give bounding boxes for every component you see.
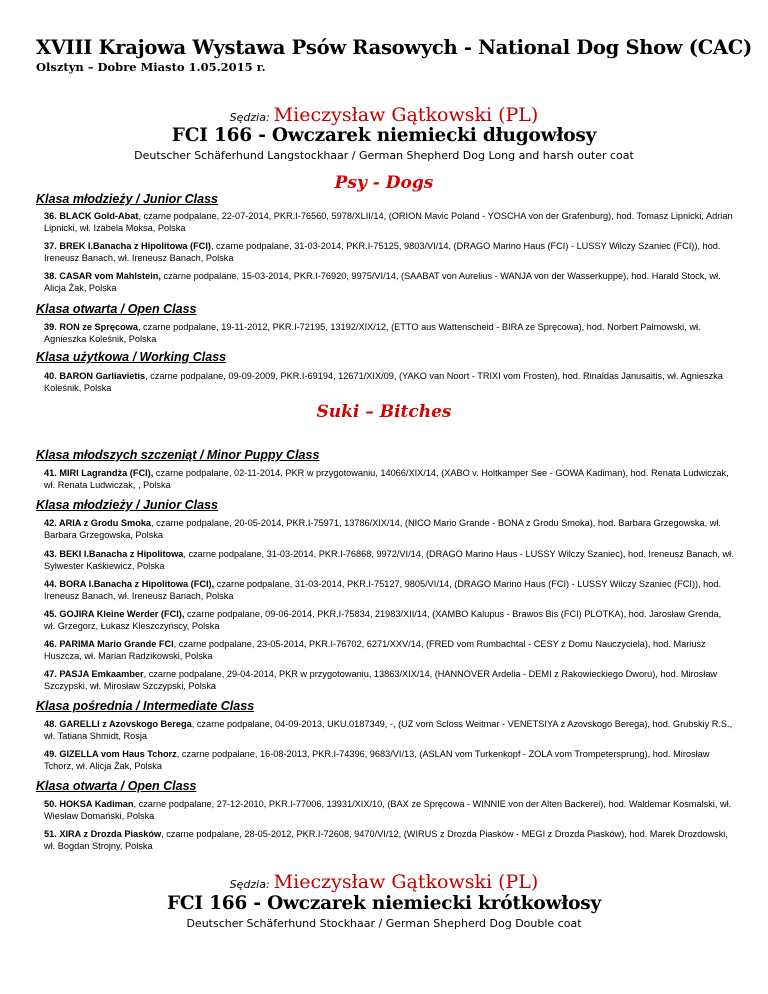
entry-details: , czarne podpalane, 16-08-2013, PKR.I-74396, 9683/VI/13, (ASLAN vom Turkenkopf - ZOLA vom Trompetersprung), hod. Mirosław Tchorz, wł. Alicja Żak, Polska: [44, 749, 710, 771]
class-heading: Klasa użytkowa / Working Class: [36, 350, 227, 364]
entry: [44, 718, 734, 742]
entry: [44, 270, 734, 294]
breed-title: FCI 166 - Owczarek niemiecki długowłosy: [171, 125, 597, 146]
entry-details: , czarne podpalane, 19-11-2012, PKR.I-72195, 13192/XIX/12, (ETTO aus Wattenscheid - BIRA ze Spręcowa), hod. Norbert Palmowski, wł. Agnieszka Koleśnik, Polska: [44, 322, 701, 344]
entry: [44, 240, 734, 264]
breed-subtitle: Deutscher Schäferhund Langstockhaar / German Shepherd Dog Long and harsh outer coat: [134, 149, 634, 162]
entry-name: 45. GOJIRA Kleine Werder (FCI),: [44, 609, 185, 619]
entry: [44, 608, 734, 632]
entry: [44, 467, 734, 491]
entry: [44, 798, 734, 822]
dogs-heading: Psy - Dogs: [334, 173, 434, 193]
class-heading: Klasa młodzieży / Junior Class: [36, 192, 219, 206]
entry-details: czarne podpalane, 02-11-2014, PKR w przygotowaniu, 14066/XIX/14, (XABO v. Holtkamper See - GOWA Kadiman), hod. Renata Ludwiczak, wł. Renata Ludwiczak, , Polska: [44, 468, 729, 490]
judge-line: [0, 871, 768, 893]
judge-prefix: Sędzia:: [229, 878, 270, 891]
judge-prefix: Sędzia:: [229, 111, 270, 124]
judge-name: Mieczysław Gątkowski (PL): [273, 104, 539, 126]
entry-name: 42. ARIA z Grodu Smoka: [44, 518, 152, 528]
class-heading: Klasa pośrednia / Intermediate Class: [36, 699, 255, 713]
judge-name: Mieczysław Gątkowski (PL): [273, 871, 539, 893]
entry-details: , czarne podpalane, 04-09-2013, UKU.0187349, -, (UZ vom Scloss Weitmar - VENETSIYA z Azovskogo Berega), hod. Grubskiy R.S., wł. Tatiana Shmidt, Rosja: [44, 719, 733, 741]
entry-name: 41. MIRI Lagrandża (FCI),: [44, 468, 154, 478]
entry-details: , czarne podpalane, 27-12-2010, PKR.I-77006, 13931/XIX/10, (BAX ze Spręcowa - WINNIE von der Alten Backerei), hod. Waldemar Kosmalski, wł. Wiesław Domański, Polska: [44, 799, 732, 821]
class-heading: Klasa młodszych szczeniąt / Minor Puppy Class: [36, 448, 320, 462]
bitches-heading: Suki – Bitches: [316, 402, 452, 422]
entry-name: 43. BEKI I.Banacha z Hipolitowa: [44, 549, 184, 559]
entry-details: , czarne podpalane, 20-05-2014, PKR.I-75971, 13786/XIX/14, (NICO Mario Grande - BONA z Grodu Smoka), hod. Barbara Grzegowska, wł. Barbara Grzegowska, Polska: [44, 518, 721, 540]
show-title: XVIII Krajowa Wystawa Psów Rasowych - National Dog Show (CAC): [36, 36, 752, 59]
entry-name: 44. BORA I.Banacha z Hipolitowa (FCI),: [44, 579, 215, 589]
breed-subtitle: Deutscher Schäferhund Stockhaar / German Shepherd Dog Double coat: [186, 917, 582, 930]
entry-name: 38. CASAR vom Mahlstein,: [44, 271, 161, 281]
entry-name: 46. PARIMA Mario Grande FCI: [44, 639, 174, 649]
entry-details: , czarne podpalane, 23-05-2014, PKR.I-76702, 6271/XXV/14, (FRED vom Rumbachtal - CESY z Domu Nauczyciela), hod. Mariusz Huszcza, wł. Marian Radzikowski, Polska: [44, 639, 706, 661]
entry: [44, 638, 734, 662]
entry-name: 47. PASJA Emkaamber: [44, 669, 144, 679]
entry-name: 40. BARON Garliavietis: [44, 371, 146, 381]
entry: [44, 578, 734, 602]
entry: [44, 517, 734, 541]
breed-title: FCI 166 - Owczarek niemiecki krótkowłosy: [166, 893, 602, 914]
entry-name: 37. BREK I.Banacha z Hipolitowa (FCI): [44, 241, 211, 251]
entry: [44, 210, 734, 234]
entry-details: , czarne podpalane, 29-04-2014, PKR w przygotowaniu, 13863/XIX/14, (HANNOVER Ardelia - DEMI z Rakowieckiego Dworu), hod. Mirosław Szczypski, wł. Mirosław Szczypski, Polska: [44, 669, 718, 691]
entry-details: , czarne podpalane, 22-07-2014, PKR.I-76560, 5978/XLII/14, (ORION Mavic Poland - YOSCHA von der Grafenburg), hod. Tomasz Lipnicki, Adrian Lipnicki, wł. Izabela Moksa, Polska: [44, 211, 733, 233]
entry-name: 49. GIZELLA vom Haus Tchorz: [44, 749, 177, 759]
entry: [44, 548, 734, 572]
entry-name: 36. BLACK Gold-Abat: [44, 211, 139, 221]
show-subtitle: Olsztyn – Dobre Miasto 1.05.2015 r.: [36, 60, 266, 74]
entry-details: czarne podpalane, 31-03-2014, PKR.I-75127, 9805/VI/14, (DRAGO Marino Haus (FCI) - LUSSY Wilczy Szaniec (FCI)), hod. Ireneusz Banach, wł. Ireneusz Banach, Polska: [44, 579, 722, 601]
entry-details: czarne podpalane, 09-06-2014, PKR.I-75834, 21983/XII/14, (XAMBO Kalupus - Brawos Bis (FCI) PLOTKA), hod. Jarosław Grenda, wł. Grzegorz, Łukasz Kleszczyńscy, Polska: [44, 609, 722, 631]
entry-details: czarne podpalane, 15-03-2014, PKR.I-76920, 9975/VI/14, (SAABAT von Aurelius - WANJA von der Wasserkuppe), hod. Harald Stock, wł. Alicja Żak, Polska: [44, 271, 721, 293]
entry-details: , czarne podpalane, 31-03-2014, PKR.I-76868, 9972/VI/14, (DRAGO Marino Haus - LUSSY Wilczy Szaniec), hod. Ireneusz Banach, wł. Sylwester Kaśkiewicz, Polska: [44, 549, 734, 571]
entry-details: , czarne podpalane, 09-09-2009, PKR.I-69194, 12671/XIX/09, (YAKO van Noort - TRIXI vom Frosten), hod. Rinaldas Janusaitis, wł. Agnieszka Koleśnik, Polska: [44, 371, 723, 393]
entry: [44, 321, 734, 345]
class-heading: Klasa otwarta / Open Class: [36, 302, 197, 316]
entry: [44, 828, 734, 852]
judge-line: [0, 104, 768, 126]
entry-name: 48. GARELLI z Azovskogo Berega: [44, 719, 192, 729]
entry-name: 50. HOKSA Kadiman: [44, 799, 134, 809]
entry-details: , czarne podpalane, 31-03-2014, PKR.I-75125, 9803/VI/14, (DRAGO Marino Haus (FCI) - LUSSY Wilczy Szaniec (FCI)), hod. Ireneusz Banach, wł. Ireneusz Banach, Polska: [44, 241, 721, 263]
entry: [44, 668, 734, 692]
class-heading: Klasa otwarta / Open Class: [36, 779, 197, 793]
entry-details: , czarne podpalane, 28-05-2012, PKR.I-72608, 9470/VI/12, (WIRUS z Drozda Piasków - MEGI z Drozda Piasków), hod. Marek Drozdowski, wł. Bogdan Strojny, Polska: [44, 829, 728, 851]
entry-name: 39. RON ze Spręcowa: [44, 322, 138, 332]
class-heading: Klasa młodzieży / Junior Class: [36, 498, 219, 512]
entry: [44, 370, 734, 394]
entry-name: 51. XIRA z Drozda Piasków: [44, 829, 162, 839]
entry: [44, 748, 734, 772]
